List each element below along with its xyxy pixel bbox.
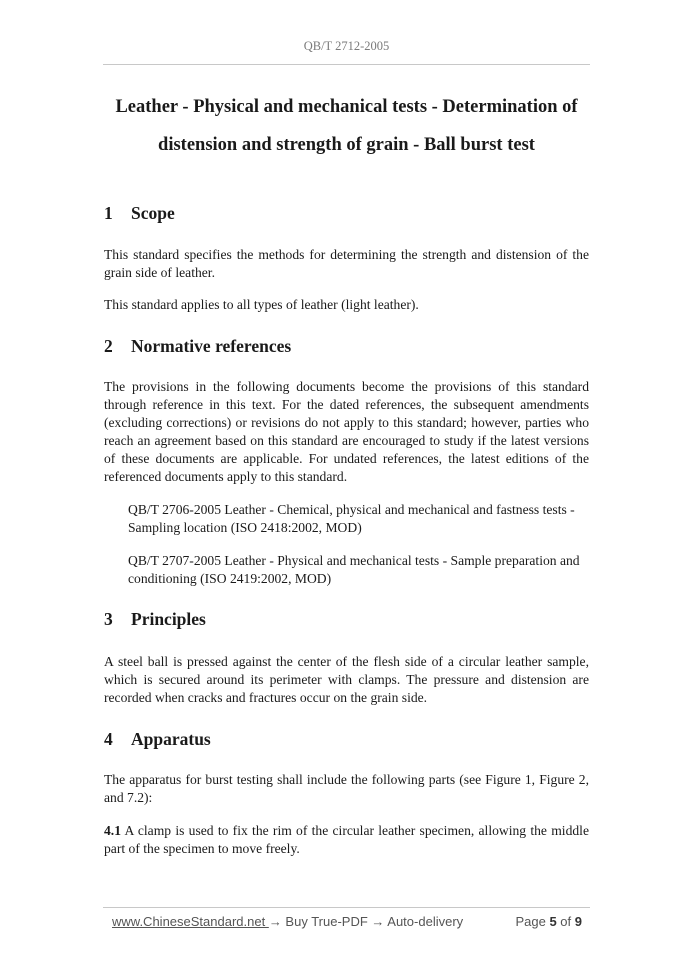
website-link[interactable]: www.ChineseStandard.net [112,914,269,929]
page-total: 9 [574,914,582,929]
document-title-line-1: Leather - Physical and mechanical tests - Determination of [115,97,578,117]
section-4-paragraph-1: The apparatus for burst testing shall include the following parts (see Figure 1, Figure 2, and 7.2): [104,772,589,805]
header-standard-code: QB/T 2712-2005 [303,39,390,53]
document-title-line-2: distension and strength of grain - Ball burst test [158,135,535,155]
clause-4-1 [104,822,589,858]
section-3-number: 3 [104,609,113,629]
section-2-paragraph-1: The provisions in the following documents become the provisions of this standard through reference in this text. For the dated references, the subsequent amendments (excluding corrections) or revisions do not apply to this standard; however, parties who reach an agreement based on this standard are encouraged to study if the latest versions of these documents are applicable. For undated references, the latest editions of the referenced documents apply to this standard. [104,379,589,484]
footer-tagline: → Buy True-PDF → Auto-delivery [268,914,464,929]
section-4-title: Apparatus [131,729,211,749]
section-3-paragraph-1: A steel ball is pressed against the center of the flesh side of a circular leather sample, which is secured around its perimeter with clamps. The pressure and distension are recorded when cracks and fractures occur on the grain side. [104,654,589,705]
section-3-title: Principles [131,609,206,629]
section-4-number: 4 [104,729,113,749]
page-indicator: Page 5 of 9 [515,914,582,929]
section-1-paragraph-1: This standard specifies the methods for determining the strength and distension of the grain side of leather. [104,247,589,280]
section-2-title: Normative references [131,336,292,356]
section-1-paragraph-2: This standard applies to all types of leather (light leather). [104,297,419,312]
page-current: 5 [549,914,557,929]
section-4-heading [104,729,589,750]
clause-4-1-number: 4.1 [104,823,121,838]
section-2-heading [104,336,589,357]
clause-4-1-text: A clamp is used to fix the rim of the circular leather specimen, allowing the middle part of the specimen to move freely. [104,823,589,856]
section-2-number: 2 [104,336,113,356]
section-1-heading [104,203,589,224]
reference-qbt-2706: QB/T 2706-2005 Leather - Chemical, physical and mechanical and fastness tests - Sampling location (ISO 2418:2002, MOD) [128,502,575,535]
section-3-heading [104,609,589,630]
page-footer [112,914,582,929]
reference-qbt-2707: QB/T 2707-2005 Leather - Physical and mechanical tests - Sample preparation and conditioning (ISO 2419:2002, MOD) [128,553,580,586]
section-1-number: 1 [104,203,113,223]
document-title [103,88,590,164]
section-1-title: Scope [131,203,175,223]
footer-divider [103,907,590,908]
header-divider [103,64,590,65]
